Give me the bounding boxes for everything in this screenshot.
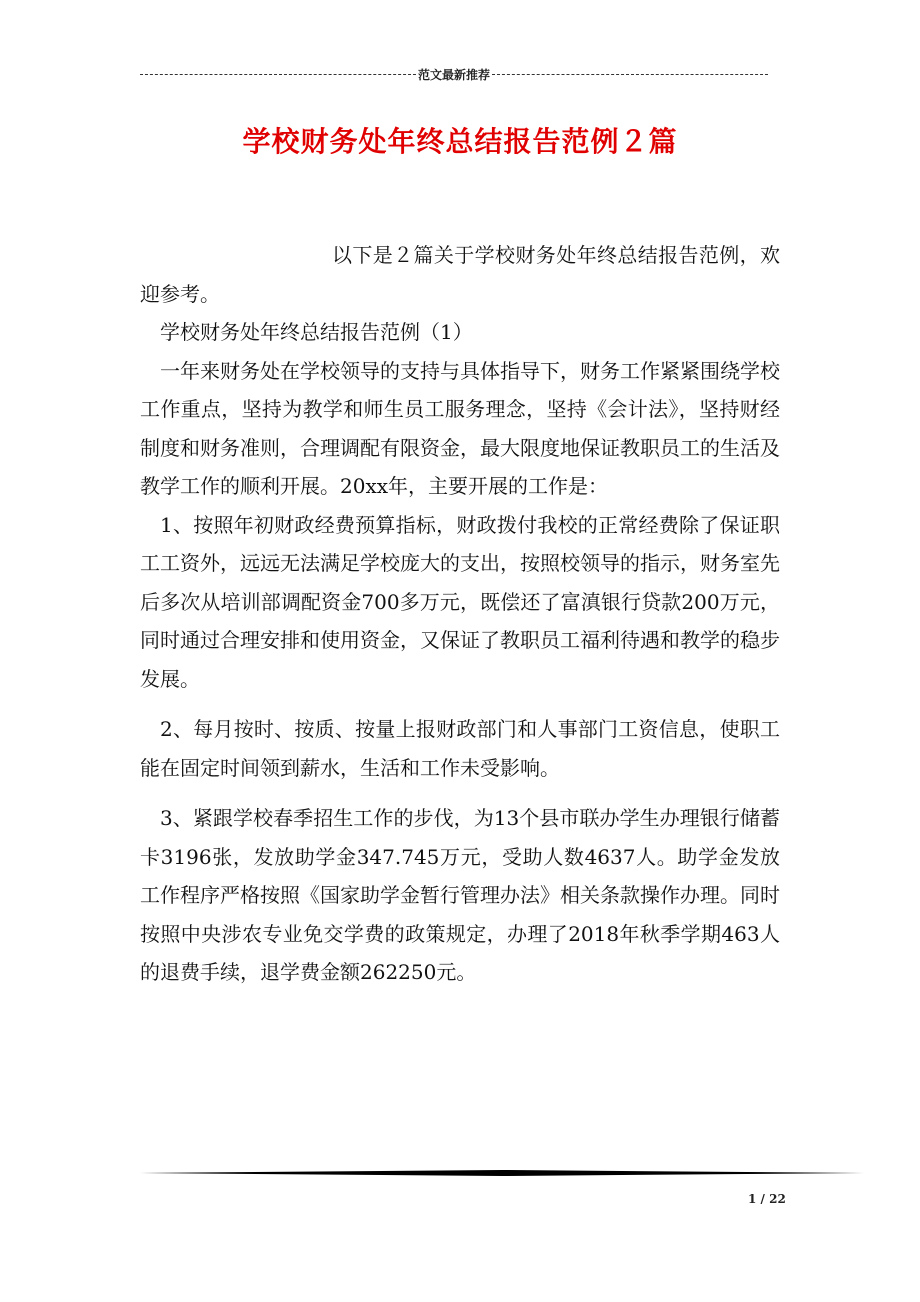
intro-paragraph: 以下是２篇关于学校财务处年终总结报告范例，欢迎参考。 <box>140 243 780 306</box>
section-heading: 学校财务处年终总结报告范例（1） <box>160 320 473 344</box>
page-header <box>140 66 768 83</box>
document-body <box>140 236 780 992</box>
body-paragraph: 3、紧跟学校春季招生工作的步伐，为13个县市联办学生办理银行储蓄卡3196张，发放助学金347.745万元，受助人数4637人。助学金发放工作程序严格按照《国家助学金暂行管理办法》相关条款操作办理。同时按照中央涉农专业免交学费的政策规定，办理了2018年秋季学期463人的退费手续，退学费金额262250元。 <box>140 806 780 984</box>
body-paragraph: 1、按照年初财政经费预算指标，财政拨付我校的正常经费除了保证职工工资外，远远无法满足学校庞大的支出，按照校领导的指示，财务室先后多次从培训部调配资金700多万元，既偿还了富滇银行贷款200万元，同时通过合理安排和使用资金，又保证了教职员工福利待遇和教学的稳步发展。 <box>140 512 780 691</box>
header-dash-right <box>492 74 768 75</box>
footer-divider <box>140 1170 864 1176</box>
body-paragraph: 2、每月按时、按质、按量上报财政部门和人事部门工资信息，使职工能在固定时间领到薪水，生活和工作未受影响。 <box>140 717 780 780</box>
header-dash-left <box>140 74 416 75</box>
header-label: 范文最新推荐 <box>418 68 491 82</box>
page-number: 1 / 22 <box>748 1192 786 1206</box>
body-paragraph: 一年来财务处在学校领导的支持与具体指导下，财务工作紧紧围绕学校工作重点，坚持为教学和师生员工服务理念，坚持《会计法》，坚持财经制度和财务准则，合理调配有限资金，最大限度地保证教职员工的生活及教学工作的顺利开展。20xx年，主要开展的工作是： <box>140 358 780 498</box>
document-title: 学校财务处年终总结报告范例２篇 <box>242 125 678 158</box>
